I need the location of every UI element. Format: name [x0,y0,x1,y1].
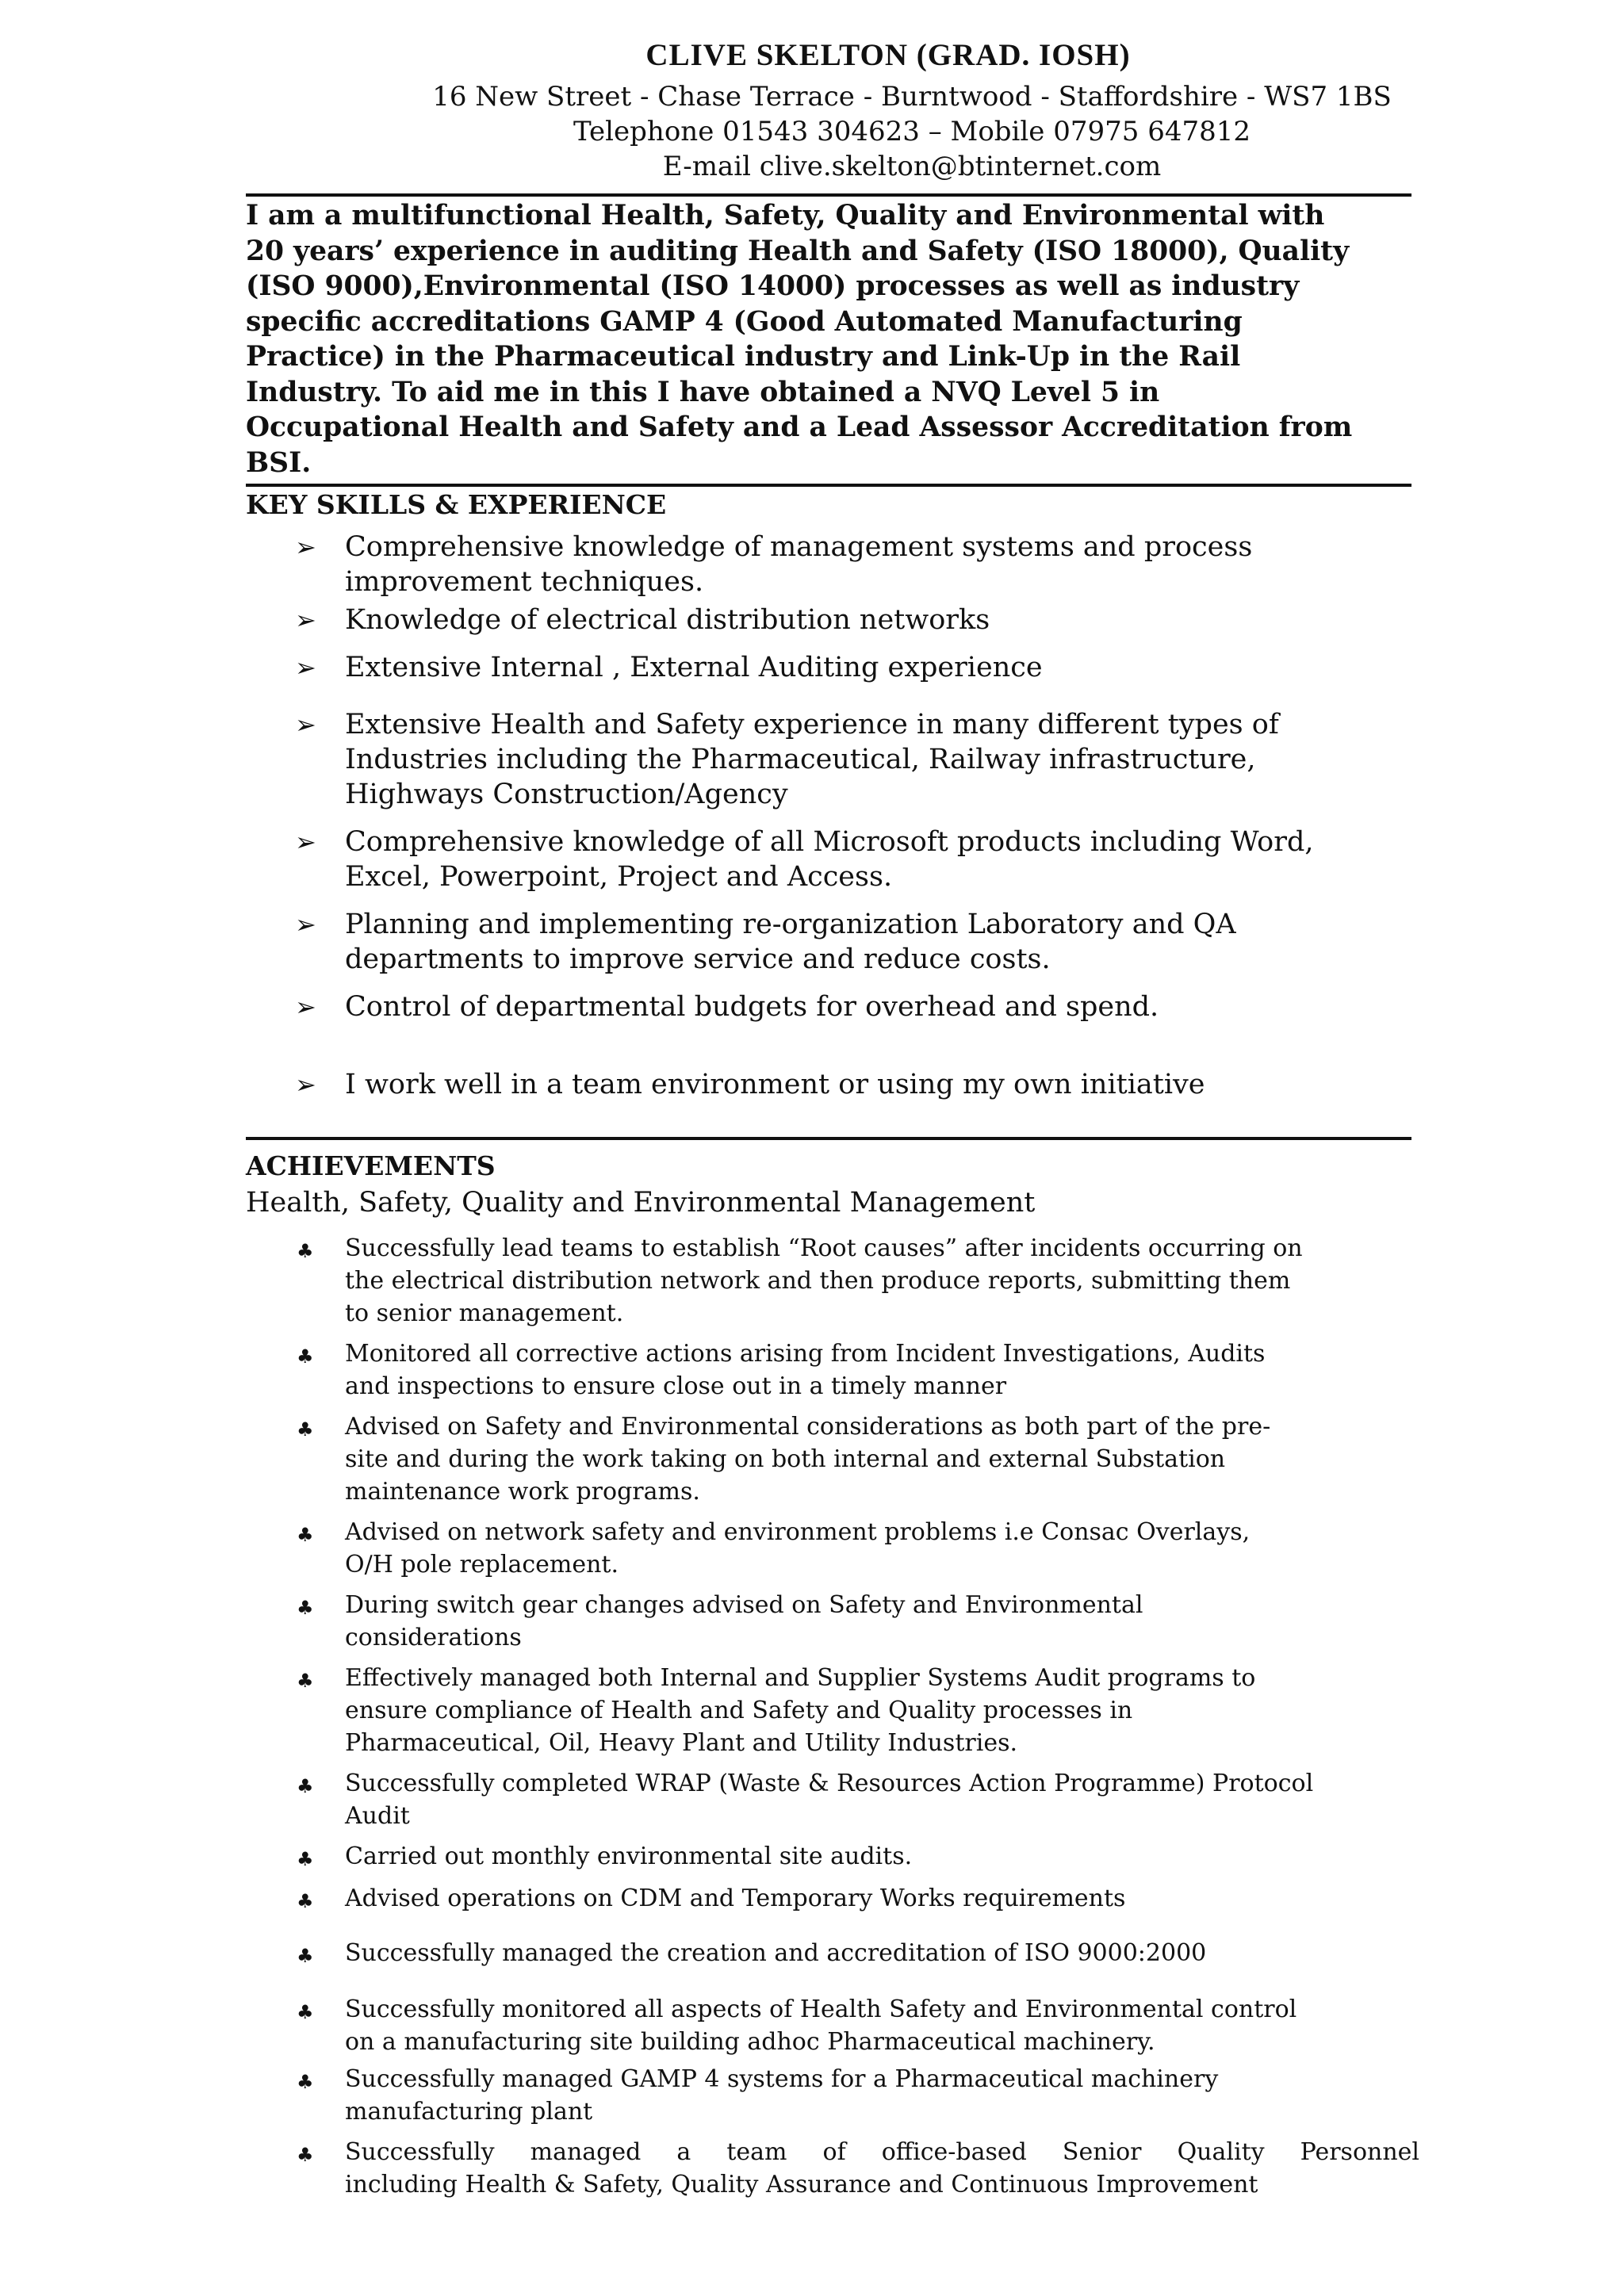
phone-line: Telephone 01543 304623 – Mobile 07975 647812 [573,116,1251,147]
list-item-line: Carried out monthly environmental site audits. [345,1843,913,1870]
arrow-bullet-icon: ➢ [295,710,316,740]
summary-line: 20 years’ experience in auditing Health and Safety (ISO 18000), Quality [246,235,1350,267]
list-item [246,1993,1419,2058]
list-item [246,2136,1419,2201]
achievements-list [246,1232,1419,2201]
summary-line: specific accreditations GAMP 4 (Good Automated Manufacturing [246,305,1243,338]
list-item-line: Comprehensive knowledge of management systems and process [345,531,1253,563]
list-item [246,1840,1419,1873]
summary-line: Industry. To aid me in this I have obtained a NVQ Level 5 in [246,376,1160,408]
contact-block [404,79,1419,184]
list-item [246,1662,1419,1759]
arrow-bullet-icon: ➢ [295,909,316,939]
arrow-bullet-icon: ➢ [295,1070,316,1100]
club-bullet-icon: ♣ [297,2001,314,2023]
club-bullet-icon: ♣ [297,1775,314,1797]
list-item-line: Knowledge of electrical distribution networks [345,604,990,636]
list-item-line: Planning and implementing re-organization Laboratory and QA [345,909,1236,940]
arrow-bullet-icon: ➢ [295,605,316,635]
list-item-line: Comprehensive knowledge of all Microsoft products including Word, [345,826,1314,858]
list-item-line: Successfully completed WRAP (Waste & Resources Action Programme) Protocol [345,1770,1314,1797]
candidate-name: CLIVE SKELTON (GRAD. IOSH) [645,38,1131,72]
list-item [246,1516,1419,1581]
list-item [246,650,1419,685]
club-bullet-icon: ♣ [297,1524,314,1546]
list-item [246,1410,1419,1508]
list-item-line: considerations [345,1624,522,1651]
arrow-bullet-icon: ➢ [295,532,316,562]
list-item [246,907,1419,977]
club-bullet-icon: ♣ [297,1670,314,1692]
list-item-line: Industries including the Pharmaceutical, Railway infrastructure, [345,744,1256,775]
club-bullet-icon: ♣ [297,1848,314,1870]
list-item-line: Successfully managed GAMP 4 systems for a Pharmaceutical machinery [345,2065,1219,2093]
divider [246,193,1411,197]
list-item [246,707,1419,812]
skills-list [246,530,1419,1102]
list-item-line: Advised operations on CDM and Temporary Works requirements [345,1885,1126,1912]
club-bullet-icon: ♣ [297,2071,314,2093]
list-item [246,825,1419,894]
list-item-line: Successfully lead teams to establish “Root causes” after incidents occurring on [345,1234,1303,1262]
cv-page [246,32,1419,2201]
list-item-line: Effectively managed both Internal and Supplier Systems Audit programs to [345,1664,1256,1692]
list-item [246,1232,1419,1330]
list-item-line: Control of departmental budgets for overhead and spend. [345,991,1159,1023]
club-bullet-icon: ♣ [297,2144,314,2166]
list-item [246,1337,1419,1402]
club-bullet-icon: ♣ [297,1345,314,1368]
profile-summary [246,198,1419,480]
list-item-line: Audit [345,1802,410,1830]
summary-line: (ISO 9000),Environmental (ISO 14000) processes as well as industry [246,270,1300,302]
summary-line: Practice) in the Pharmaceutical industry and Link-Up in the Rail [246,341,1241,373]
arrow-bullet-icon: ➢ [295,652,316,683]
list-item-line: site and during the work taking on both internal and external Substation [345,1445,1226,1473]
list-item-line: to senior management. [345,1299,624,1327]
list-item-line: Advised on network safety and environment problems i.e Consac Overlays, [345,1518,1251,1546]
section-title-achievements: ACHIEVEMENTS [246,1150,496,1181]
club-bullet-icon: ♣ [297,1597,314,1619]
list-item-line: Pharmaceutical, Oil, Heavy Plant and Utility Industries. [345,1729,1017,1757]
list-item-line: Highways Construction/Agency [345,779,788,810]
list-item-line: Excel, Powerpoint, Project and Access. [345,861,893,893]
address-line: 16 New Street - Chase Terrace - Burntwood - Staffordshire - WS7 1BS [432,81,1392,113]
divider [246,1137,1411,1140]
list-item-line: improvement techniques. [345,566,704,598]
list-item-line: the electrical distribution network and then produce reports, submitting them [345,1267,1291,1295]
list-item-line: manufacturing plant [345,2098,593,2126]
list-item-line: including Health & Safety, Quality Assurance and Continuous Improvement [345,2171,1258,2198]
list-item-line: During switch gear changes advised on Safety and Environmental [345,1591,1143,1619]
list-item [246,530,1419,599]
list-item-line: ensure compliance of Health and Safety and Quality processes in [345,1697,1133,1724]
list-item [246,603,1419,637]
list-item-line: Successfully managed a team of office-based Senior Quality Personnel [345,2138,1419,2166]
list-item [246,989,1419,1024]
list-item-line: on a manufacturing site building adhoc Pharmaceutical machinery. [345,2028,1155,2056]
club-bullet-icon: ♣ [297,1240,314,1262]
list-item-line: Successfully managed the creation and accreditation of ISO 9000:2000 [345,1939,1207,1967]
email-line: E-mail clive.skelton@btinternet.com [662,151,1162,182]
list-item-line: Extensive Health and Safety experience in many different types of [345,709,1279,740]
list-item-line: Advised on Safety and Environmental considerations as both part of the pre- [345,1413,1271,1441]
list-item-line: I work well in a team environment or using my own initiative [345,1069,1205,1100]
club-bullet-icon: ♣ [297,1945,314,1967]
section-title-skills: KEY SKILLS & EXPERIENCE [246,489,667,520]
list-item-line: departments to improve service and reduce costs. [345,943,1051,975]
list-item [246,1882,1419,1915]
list-item [246,1589,1419,1654]
summary-line: Occupational Health and Safety and a Lead Assessor Accreditation from [246,411,1353,443]
list-item [246,1937,1419,1969]
list-item-line: and inspections to ensure close out in a timely manner [345,1372,1007,1400]
list-item-line: maintenance work programs. [345,1478,700,1506]
arrow-bullet-icon: ➢ [295,992,316,1022]
club-bullet-icon: ♣ [297,1890,314,1912]
list-item-line: Monitored all corrective actions arising from Incident Investigations, Audits [345,1340,1266,1368]
list-item-line: Successfully monitored all aspects of Health Safety and Environmental control [345,1996,1297,2023]
summary-line: I am a multifunctional Health, Safety, Quality and Environmental with [246,200,1325,232]
list-item [246,1067,1419,1102]
summary-line: BSI. [246,446,312,479]
list-item [246,1767,1419,1832]
achievements-subtitle: Health, Safety, Quality and Environmental Management [246,1187,1036,1219]
club-bullet-icon: ♣ [297,1418,314,1441]
list-item-line: O/H pole replacement. [345,1551,619,1578]
list-item-line: Extensive Internal , External Auditing experience [345,652,1043,683]
arrow-bullet-icon: ➢ [295,827,316,857]
list-item [246,2063,1419,2128]
